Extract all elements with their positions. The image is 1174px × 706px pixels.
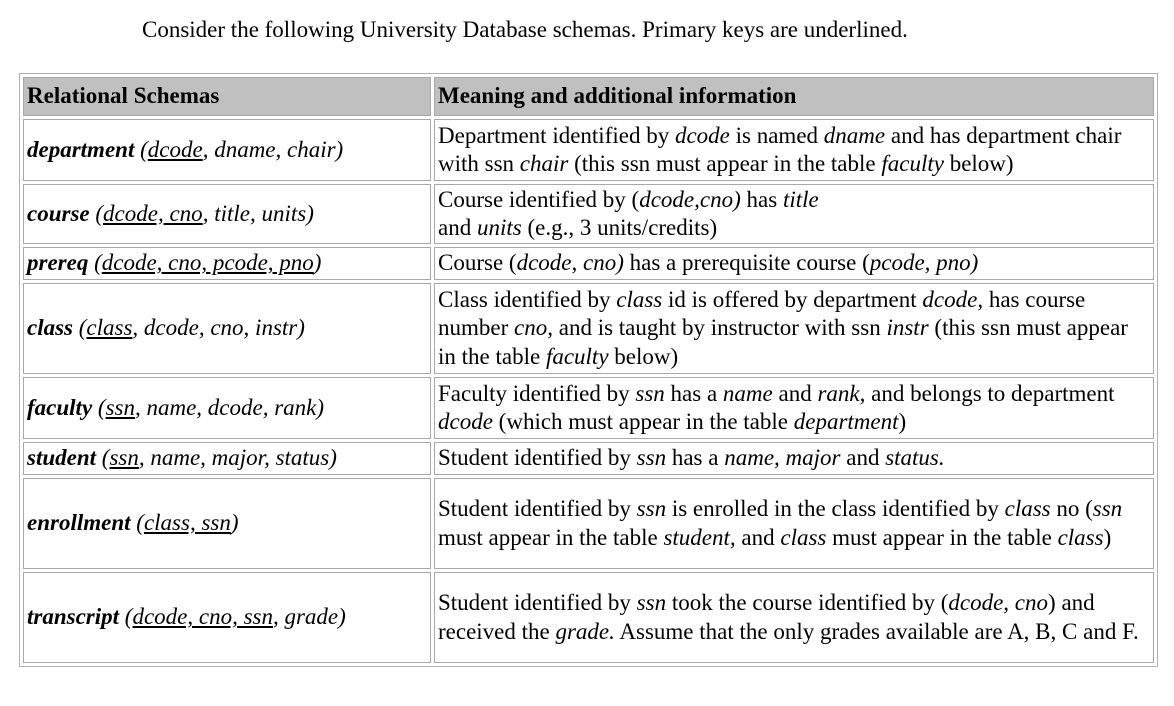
relation-attributes: (class, dcode, cno, instr) (73, 315, 305, 341)
relation-name: faculty (27, 394, 93, 420)
meaning-text: and is taught by instructor with ssn (552, 315, 887, 341)
meaning-term: faculty (881, 151, 944, 176)
meaning-text: and (438, 215, 477, 240)
relation-name: prereq (27, 250, 89, 276)
meaning-text: Student identified by (438, 496, 637, 521)
relation-name: department (27, 136, 135, 162)
meaning-term: units (476, 215, 522, 240)
meaning-term: title (782, 186, 819, 212)
meaning-text: has course number (438, 286, 1086, 341)
meaning-term: ssn (1092, 496, 1123, 521)
meaning-term: pcode, pno) (869, 250, 979, 276)
meaning-term: instr (886, 315, 929, 341)
meaning-text: (this ssn must appear in the table (568, 151, 882, 176)
meaning-text: and (735, 524, 781, 550)
meaning-term: name, major (724, 445, 841, 471)
meaning-text: has (740, 186, 783, 212)
header-row (23, 77, 1154, 116)
meaning-term: class (780, 524, 827, 550)
meaning-text: has a prerequisite course ( (623, 250, 870, 276)
meaning-cell (434, 283, 1154, 374)
meaning-term: student, (663, 524, 736, 550)
meaning-cell (434, 442, 1154, 475)
relation-name: transcript (27, 604, 120, 630)
schema-cell (23, 442, 431, 475)
meaning-term: class (1004, 496, 1051, 521)
meaning-term: faculty (545, 343, 609, 369)
meaning-text: ) and received the (438, 590, 1095, 644)
primary-key: class (86, 315, 133, 341)
table-row (23, 572, 1154, 663)
meaning-text: and (840, 445, 886, 471)
intro-text: Consider the following University Database schemas. Primary keys are underlined. (142, 17, 908, 42)
meaning-text: below) (943, 151, 1014, 176)
primary-key: ssn (105, 394, 135, 420)
meaning-text: has a (666, 445, 725, 471)
meaning-text: and (772, 380, 818, 406)
meaning-text: no ( (1050, 496, 1093, 521)
meaning-term: dcode, cno) (516, 250, 624, 276)
meaning-term: dcode, cno (948, 590, 1049, 615)
meaning-cell (434, 377, 1154, 439)
meaning-text: has a (664, 380, 723, 406)
meaning-text: ) (1103, 524, 1112, 550)
relation-name: class (27, 315, 73, 341)
relation-attributes: (dcode, cno, pcode, pno) (88, 250, 322, 276)
meaning-term: chair (519, 151, 569, 176)
table-row (23, 247, 1154, 280)
meaning-term: class (1057, 524, 1104, 550)
meaning-text: (e.g., 3 units/credits) (521, 215, 718, 240)
table-row (23, 119, 1154, 181)
relation-attributes: (class, ssn) (130, 510, 239, 536)
relation-attributes: (ssn, name, major, status) (96, 445, 337, 471)
primary-key: dcode (147, 136, 203, 162)
meaning-text: Course ( (438, 250, 517, 276)
primary-key: dcode, cno (103, 200, 203, 226)
meaning-text: (which must appear in the table (492, 409, 794, 434)
meaning-term: dcode (674, 122, 730, 148)
schema-table (19, 73, 1158, 667)
meaning-text: must appear in the table (438, 524, 664, 550)
meaning-text: Student identified by (438, 590, 637, 615)
schema-cell (23, 247, 431, 280)
meaning-text: Class identified by (438, 286, 617, 312)
meaning-text: (this ssn must appear in the table (438, 315, 1128, 369)
relation-name: enrollment (27, 510, 131, 536)
meaning-text: below) (608, 343, 679, 369)
meaning-text: and has department chair with ssn (438, 122, 1122, 176)
meaning-term: dcode (438, 409, 493, 434)
meaning-term: grade. (555, 618, 615, 644)
meaning-cell (434, 478, 1154, 569)
meaning-text: Course identified by ( (438, 186, 640, 212)
meaning-text: Student identified by (438, 445, 637, 471)
meaning-cell (434, 119, 1154, 181)
meaning-text: ) (898, 409, 907, 434)
primary-key: class, ssn (143, 510, 231, 536)
meaning-text: is enrolled in the class identified by (666, 496, 1005, 521)
meaning-text: and belongs to department (865, 380, 1115, 406)
meaning-text: id is offered by department (662, 286, 923, 312)
meaning-term: dcode, (922, 286, 984, 312)
meaning-cell (434, 247, 1154, 280)
meaning-term: name (722, 380, 773, 406)
meaning-term: ssn (636, 496, 667, 521)
primary-key: dcode, cno, pcode, pno (101, 250, 314, 276)
schema-cell (23, 184, 431, 244)
relation-name: student (27, 445, 97, 471)
meaning-text: Department identified by (438, 122, 675, 148)
meaning-term: ssn (636, 445, 667, 471)
header-meaning: Meaning and additional information (434, 77, 1154, 116)
meaning-term: ssn (635, 380, 665, 406)
meaning-text: Assume that the only grades available are A, B, C and F. (614, 618, 1139, 644)
schema-cell (23, 478, 431, 569)
table-row (23, 283, 1154, 374)
relation-attributes: (dcode, cno, ssn, grade) (119, 604, 346, 630)
schema-cell (23, 283, 431, 374)
meaning-text: must appear in the table (826, 524, 1058, 550)
meaning-term: dname (823, 122, 886, 148)
table-row (23, 184, 1154, 244)
meaning-term: dcode,cno) (639, 186, 741, 212)
meaning-cell (434, 572, 1154, 663)
meaning-term: ssn (636, 590, 667, 615)
table-row (23, 478, 1154, 569)
meaning-term: cno, (514, 315, 553, 341)
meaning-term: department (793, 409, 899, 434)
primary-key: ssn (109, 445, 139, 471)
relation-attributes: (ssn, name, dcode, rank) (92, 394, 325, 420)
relation-attributes: (dcode, dname, chair) (134, 136, 344, 162)
meaning-text: Faculty identified by (438, 380, 636, 406)
relation-name: course (27, 200, 90, 226)
schema-cell (23, 377, 431, 439)
header-relational-schemas: Relational Schemas (23, 77, 431, 116)
table-row (23, 377, 1154, 439)
meaning-cell (434, 184, 1154, 244)
meaning-text: took the course identified by ( (666, 590, 949, 615)
table-row (23, 442, 1154, 475)
primary-key: dcode, cno, ssn (132, 604, 273, 630)
meaning-term: class (616, 286, 663, 312)
meaning-term: rank, (817, 380, 866, 406)
schema-cell (23, 572, 431, 663)
relation-attributes: (dcode, cno, title, units) (89, 200, 314, 226)
meaning-text: is named (729, 122, 824, 148)
schema-cell (23, 119, 431, 181)
meaning-term: status. (885, 445, 945, 471)
